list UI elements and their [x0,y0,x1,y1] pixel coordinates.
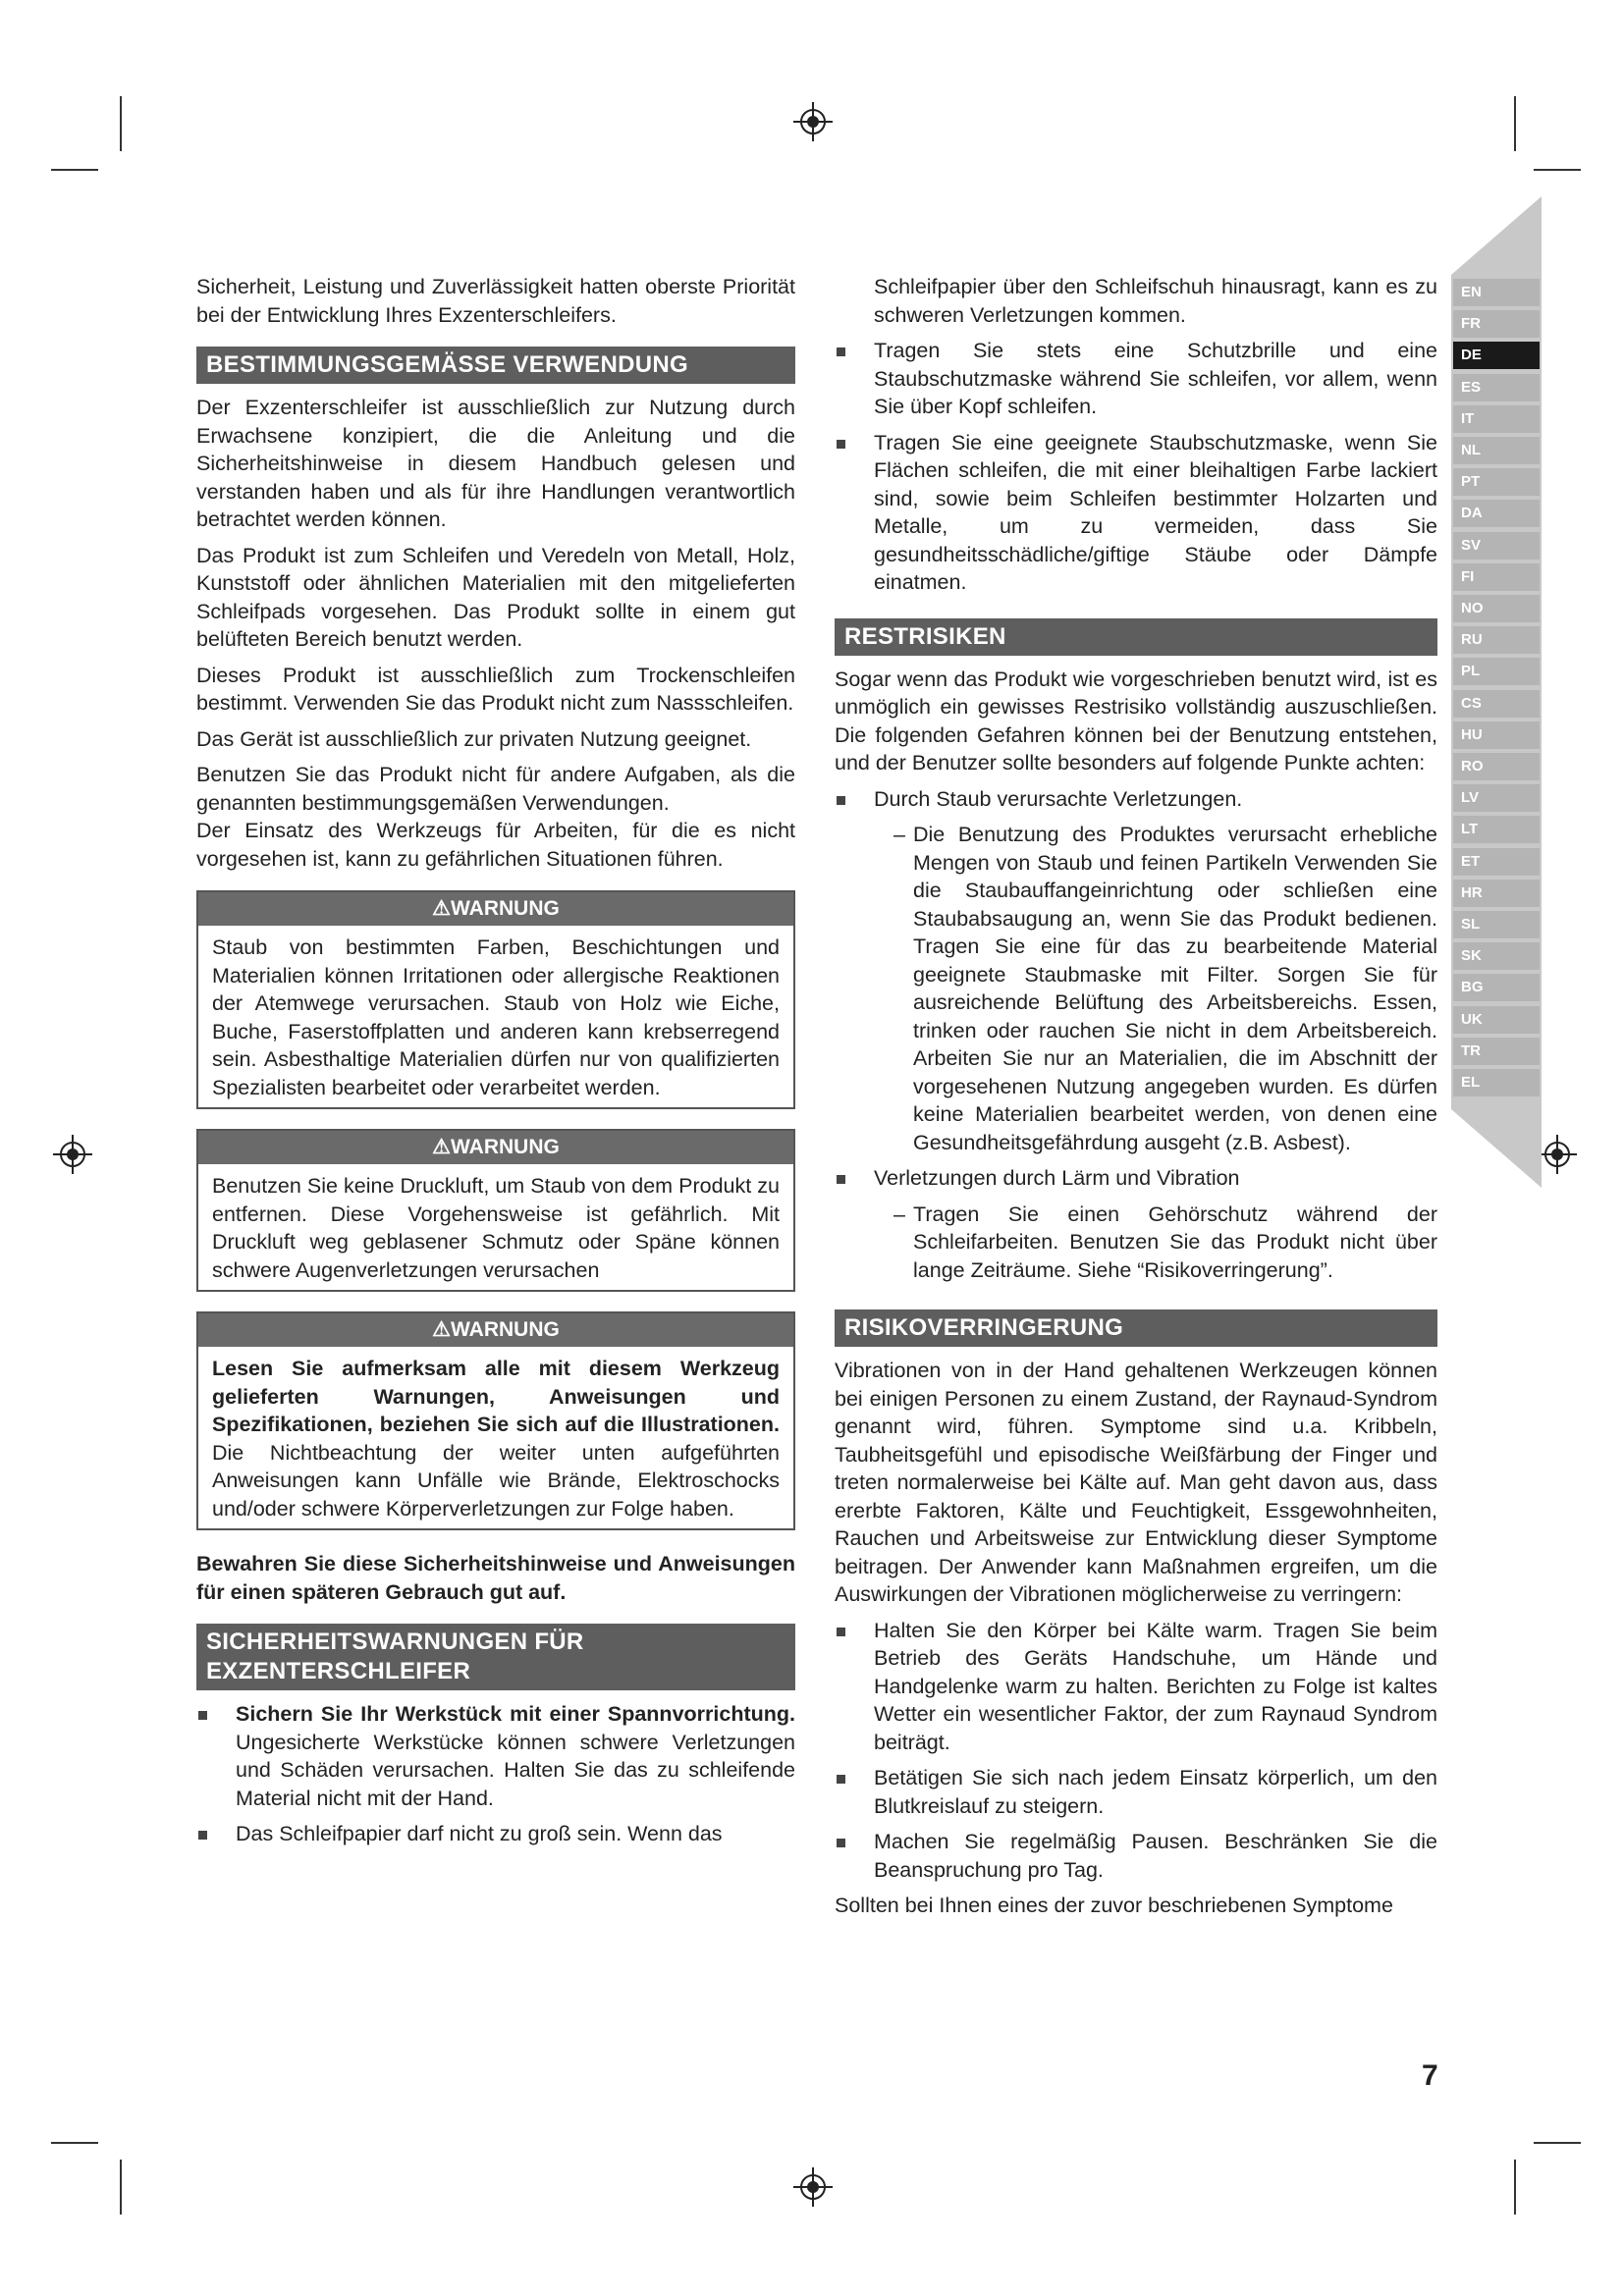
crop-mark-bottom-right-v [1514,2160,1516,2215]
warning-text: Lesen Sie aufmerksam alle mit diesem Werkzeug gelieferten Warnungen, Anweisungen und Spezifikationen, beziehen Sie sich auf die Illustrationen. Die Nichtbeachtung der weiter unten aufgeführten Anweisungen kann Unfälle wie Brände, Elektroschocks und/oder schwere Körperverletzungen zur Folge haben. [212,1357,780,1521]
list-item: Durch Staub verursachte Verletzungen. [835,785,1437,814]
crop-mark-top-left-h [51,169,98,171]
list-item: Das Schleifpapier darf nicht zu groß sein. Wenn das [196,1820,795,1848]
language-tab-sv: SV [1453,532,1540,560]
language-tab-es: ES [1453,374,1540,401]
warning-triangle-icon: ⚠ [432,1136,451,1158]
intended-use-paragraph-6: Der Einsatz des Werkzeugs für Arbeiten, für die es nicht vorgesehen ist, kann zu gefährlichen Situationen führen. [196,819,795,871]
warning-triangle-icon: ⚠ [432,897,451,920]
warning-title: ⚠WARNUNG [198,892,793,926]
sub-list-item: – Tragen Sie einen Gehörschutz während der Schleifarbeiten. Benutzen Sie das Produkt nicht über lange Zeiträume. Siehe “Risikoverringerung”. [893,1201,1437,1282]
language-tab-cs: CS [1453,690,1540,718]
protective-gear-list [835,337,1437,597]
language-tab-ru: RU [1453,626,1540,654]
warning-title: ⚠WARNUNG [198,1131,793,1164]
crop-mark-bottom-left-v [120,2160,122,2215]
intended-use-paragraph-1: Der Exzenterschleifer ist ausschließlich zur Nutzung durch Erwachsene konzipiert, die die Anleitung und die Sicherheitshinweise in diesem Handbuch gelesen und verstanden haben und als für ihre Handlungen verantwortlich betrachtet werden können. [196,396,795,531]
language-tab-it: IT [1453,405,1540,433]
section-heading-intended-use: BESTIMMUNGSGEMÄSSE VERWENDUNG [196,347,795,384]
sub-list-item: – Die Benutzung des Produktes verursacht erhebliche Mengen von Staub und feinen Partikeln Verwenden Sie die Staubauffangeinrichtung oder schließen eine Staubabsaugung an, wenn Sie das Produkt bedienen. Tragen Sie eine für das zu bearbeitende Material geeignete Staubmaske mit Filter. Sorgen Sie für ausreichende Belüftung des Arbeitsbereichs. Essen, trinken oder rauchen Sie nicht in dem Arbeitsbereich. Arbeiten Sie nur an Materialien, die im Abschnitt der vorgesehenen Nutzung angegeben wurden. Es dürfen keine Materialien bearbeitet werden, von denen eine Gesundheitsgefährdung ausgeht (z.B. Asbest). [893,823,1437,1154]
bullet-square-icon [837,1839,845,1847]
list-item: Machen Sie regelmäßig Pausen. Beschränken Sie die Beanspruchung pro Tag. [835,1828,1437,1884]
bullet-square-icon [837,1175,845,1184]
language-tab-bg: BG [1453,974,1540,1001]
keep-instructions-notice: Bewahren Sie diese Sicherheitshinweise und Anweisungen für einen späteren Gebrauch gut auf. [196,1552,795,1604]
language-tab-nl: NL [1453,437,1540,464]
intro-paragraph: Sicherheit, Leistung und Zuverlässigkeit hatten oberste Priorität bei der Entwicklung Ihres Exzenterschleifers. [196,275,795,327]
list-item: Tragen Sie stets eine Schutzbrille und eine Staubschutzmaske während Sie schleifen, vor allem, wenn Sie über Kopf schleifen. [835,337,1437,421]
intended-use-paragraph-5: Benutzen Sie das Produkt nicht für andere Aufgaben, als die genannten bestimmungsgemäßen Verwendungen. [196,763,795,815]
safety-list [196,1700,795,1848]
left-column [196,273,795,1856]
risk-reduction-intro: Vibrationen von in der Hand gehaltenen Werkzeugen können bei einigen Personen zu einem Zustand, der Raynaud-Syndrom genannt wird, führen. Symptome sind u.a. Kribbeln, Taubheitsgefühl und episodische Weißfärbung der Finger und treten normalerweise bei Kälte auf. Man geht davon aus, dass ererbte Faktoren, Kälte und Feuchtigkeit, Essgewohnheiten, Rauchen und Arbeitsweise zur Entwicklung dieser Symptome beitragen. Der Anwender kann Maßnahmen ergreifen, um die Auswirkungen der Vibrationen möglicherweise zu verringern: [835,1359,1437,1606]
section-heading-residual-risks: RESTRISIKEN [835,618,1437,656]
language-tab-hu: HU [1453,721,1540,749]
intended-use-paragraph-2: Das Produkt ist zum Schleifen und Veredeln von Metall, Holz, Kunststoff oder ähnlichen Materialien mit den mitgelieferten Schleifpads vorgesehen. Das Produkt sollte in einem gut belüfteten Bereich benutzt werden. [196,543,795,651]
crop-mark-bottom-right-h [1534,2142,1581,2144]
language-tab-fr: FR [1453,310,1540,338]
crop-mark-top-left-v [120,96,122,151]
list-item: Tragen Sie eine geeignete Staubschutzmaske, wenn Sie Flächen schleifen, die mit einer bleihaltigen Farbe lackiert sind, sowie beim Schleifen bestimmter Holzarten und Metalle, um zu vermeiden, dass Sie gesundheitsschädliche/giftige Stäube oder Dämpfe einatmen. [835,429,1437,597]
registration-mark-top-icon [793,102,833,141]
registration-mark-left-icon [53,1135,92,1174]
bullet-square-icon [837,796,845,805]
intended-use-paragraph-4: Das Gerät ist ausschließlich zur privaten Nutzung geeignet. [196,726,752,751]
list-item: Sichern Sie Ihr Werkstück mit einer Spannvorrichtung. Ungesicherte Werkstücke können schwere Verletzungen und Schäden verursachen. Halten Sie das zu schleifende Material nicht mit der Hand. [196,1700,795,1812]
registration-mark-bottom-icon [793,2167,833,2207]
residual-risks-intro: Sogar wenn das Produkt wie vorgeschrieben benutzt wird, ist es unmöglich ein gewisses Restrisiko vollständig auszuschließen. Die folgenden Gefahren können bei der Benutzung entstehen, und der Benutzer sollte besonders auf folgende Punkte achten: [835,667,1437,774]
crop-mark-top-right-v [1514,96,1516,151]
residual-risks-list-2 [835,1164,1437,1193]
right-column [835,273,1437,1928]
language-tab-en: EN [1453,279,1540,306]
warning-box-dust [196,890,795,1109]
crop-mark-bottom-left-h [51,2142,98,2144]
risk-reduction-closing: Sollten bei Ihnen eines der zuvor beschriebenen Symptome [835,1894,1393,1917]
language-tab-pl: PL [1453,658,1540,685]
list-item: Halten Sie den Körper bei Kälte warm. Tragen Sie beim Betrieb des Geräts Handschuhe, um Hände und Handgelenke warm zu halten. Berichten zu Folge ist kaltes Wetter ein wesentlicher Faktor, der zum Raynaud Syndrom beiträgt. [835,1617,1437,1757]
bullet-square-icon [198,1711,207,1720]
language-tab-pt: PT [1453,468,1540,496]
bullet-square-icon [837,440,845,449]
language-tab-fi: FI [1453,563,1540,591]
intended-use-paragraph-3: Dieses Produkt ist ausschließlich zum Trockenschleifen bestimmt. Verwenden Sie das Produkt nicht zum Nassschleifen. [196,663,795,715]
language-tab-da: DA [1453,500,1540,527]
residual-risks-list [835,785,1437,814]
warning-triangle-icon: ⚠ [432,1318,451,1341]
language-tab-el: EL [1453,1069,1540,1096]
language-tab-de: DE [1453,342,1540,369]
crop-mark-top-right-h [1534,169,1581,171]
risk-reduction-list [835,1617,1437,1885]
language-tab-sl: SL [1453,911,1540,938]
continuation-paragraph: Schleifpapier über den Schleifschuh hinausragt, kann es zu schweren Verletzungen kommen. [874,275,1437,327]
warning-text: Benutzen Sie keine Druckluft, um Staub von dem Produkt zu entfernen. Diese Vorgehensweise ist gefährlich. Mit Druckluft weg geblasener Schmutz oder Späne können schwere Augenverletzungen verursachen [212,1174,780,1282]
language-tab-et: ET [1453,848,1540,876]
section-heading-risk-reduction: RISIKOVERRINGERUNG [835,1309,1437,1347]
language-tab-ro: RO [1453,753,1540,780]
bullet-square-icon [837,1628,845,1636]
list-item: Verletzungen durch Lärm und Vibration [835,1164,1437,1193]
section-heading-safety-warnings: SICHERHEITSWARNUNGEN FÜR EXZENTERSCHLEIFER [196,1624,795,1690]
language-tab-lv: LV [1453,784,1540,812]
language-tab-hr: HR [1453,880,1540,907]
warning-title: ⚠WARNUNG [198,1313,793,1347]
bullet-square-icon [837,347,845,356]
bullet-square-icon [198,1831,207,1840]
bullet-square-icon [837,1775,845,1784]
language-tab-no: NO [1453,595,1540,622]
list-item: Betätigen Sie sich nach jedem Einsatz körperlich, um den Blutkreislauf zu steigern. [835,1764,1437,1820]
warning-box-compressed-air [196,1129,795,1292]
language-tab-tr: TR [1453,1038,1540,1065]
registration-mark-right-icon [1538,1135,1577,1174]
language-tab-uk: UK [1453,1006,1540,1034]
warning-text: Staub von bestimmten Farben, Beschichtungen und Materialien können Irritationen oder allergische Reaktionen der Atemwege verursachen. Staub von Holz wie Eiche, Buche, Faserstoffplatten und anderen kann krebserregend sein. Asbesthaltige Materialien dürfen nur von qualifizierten Spezialisten bearbeitet oder verarbeitet werden. [212,935,780,1099]
warning-box-read-instructions [196,1311,795,1530]
page-number: 7 [1422,2059,1438,2092]
language-tab-sk: SK [1453,942,1540,970]
language-tab-lt: LT [1453,816,1540,843]
